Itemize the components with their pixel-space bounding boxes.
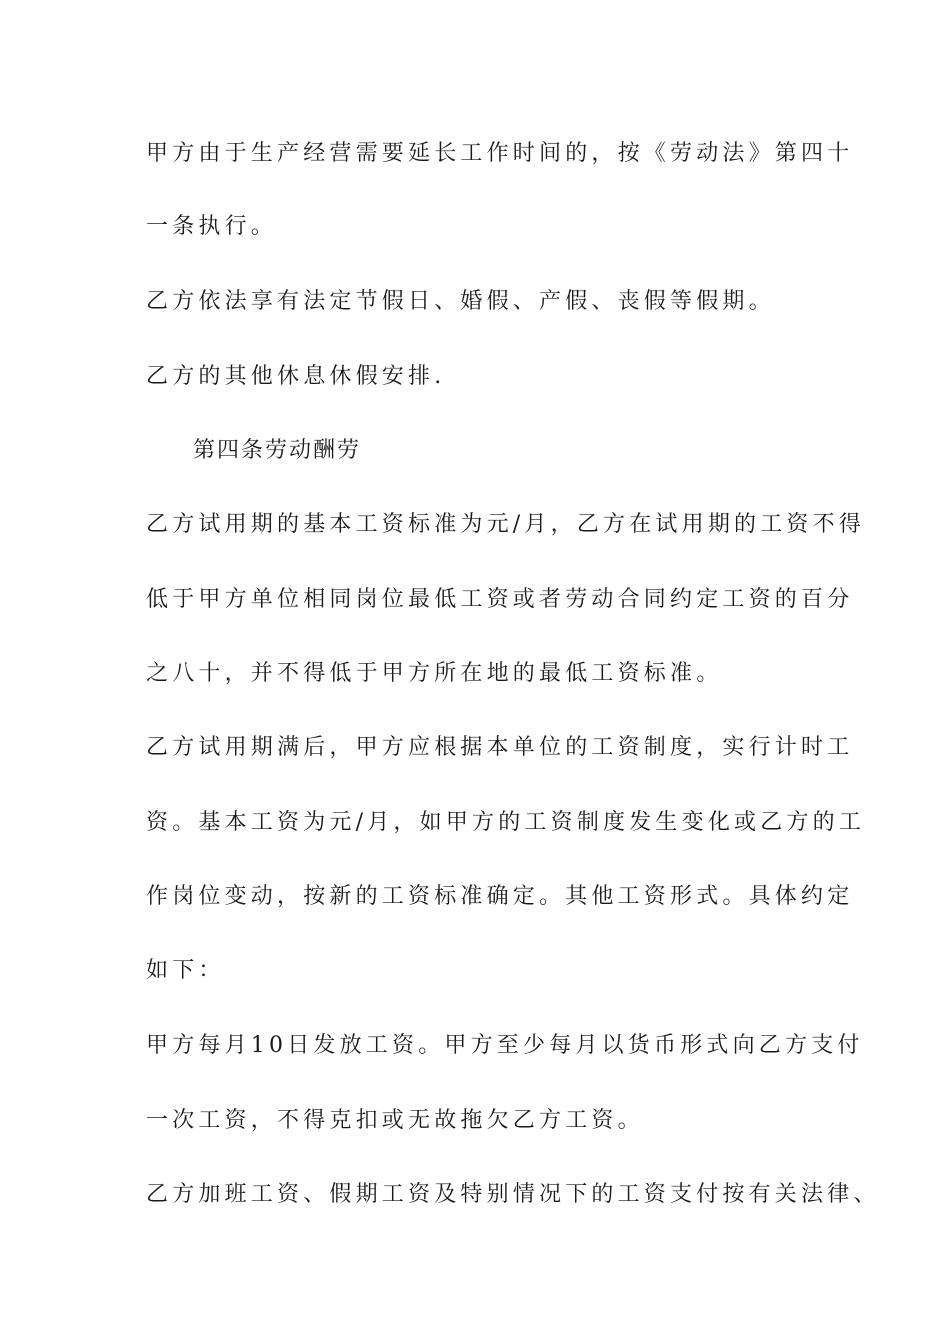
paragraph-other-leave: 乙方的其他休息休假安排. bbox=[146, 364, 446, 389]
paragraph-probation-wage-line-1: 乙方试用期的基本工资标准为元/月，乙方在试用期的工资不得 bbox=[146, 512, 866, 537]
paragraph-holidays: 乙方依法享有法定节假日、婚假、产假、丧假等假期。 bbox=[146, 289, 775, 314]
paragraph-post-probation-line-4: 如下： bbox=[146, 958, 225, 983]
paragraph-payday-line-1: 甲方每月10日发放工资。甲方至少每月以货币形式向乙方支付 bbox=[146, 1033, 864, 1058]
paragraph-payday-line-2: 一次工资，不得克扣或无故拖欠乙方工资。 bbox=[146, 1108, 644, 1133]
paragraph-probation-wage-line-2: 低于甲方单位相同岗位最低工资或者劳动合同约定工资的百分 bbox=[146, 587, 854, 612]
section-heading-article-4: 第四条劳动酬劳 bbox=[193, 438, 362, 463]
paragraph-post-probation-line-1: 乙方试用期满后，甲方应根据本单位的工资制度，实行计时工 bbox=[146, 735, 854, 760]
paragraph-post-probation-line-3: 作岗位变动，按新的工资标准确定。其他工资形式。具体约定 bbox=[146, 884, 854, 909]
paragraph-post-probation-line-2: 资。基本工资为元/月，如甲方的工资制度发生变化或乙方的工 bbox=[146, 810, 866, 835]
paragraph-overtime-line-1: 甲方由于生产经营需要延长工作时间的，按《劳动法》第四十 bbox=[146, 141, 854, 166]
paragraph-overtime-line-2: 一条执行。 bbox=[146, 214, 278, 239]
paragraph-probation-wage-line-3: 之八十，并不得低于甲方所在地的最低工资标准。 bbox=[146, 661, 723, 686]
paragraph-overtime-pay-line-1: 乙方加班工资、假期工资及特别情况下的工资支付按有关法律、 bbox=[146, 1182, 880, 1207]
